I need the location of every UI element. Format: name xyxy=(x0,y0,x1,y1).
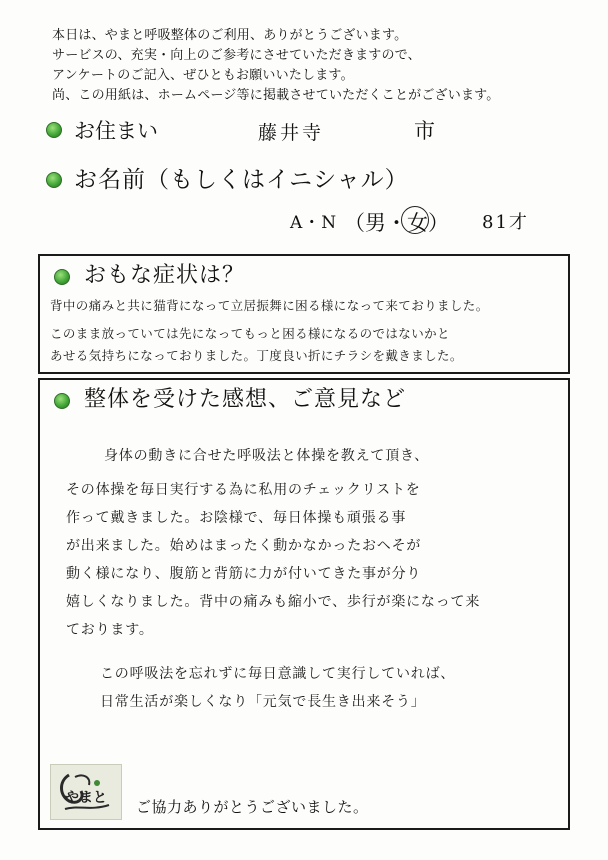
female-circle-mark xyxy=(401,206,429,234)
impressions-line: 作って戴きました。お陰様で、毎日体操も頑張る事 xyxy=(66,510,407,526)
yamato-logo xyxy=(50,764,122,820)
respondent-age: 81才 xyxy=(482,212,529,233)
logo-text: やまと xyxy=(65,790,107,806)
address-label: お住まい xyxy=(74,119,158,143)
symptoms-heading: おもな症状は？ xyxy=(84,263,246,288)
address-city: 藤井寺 xyxy=(258,122,325,144)
impressions-line: その体操を毎日実行する為に私用のチェックリストを xyxy=(66,482,421,498)
green-bullet-icon xyxy=(54,269,70,285)
address-row xyxy=(46,116,556,148)
name-row xyxy=(46,164,556,196)
intro-line: サービスの、充実・向上のご参考にさせていただきますので、 xyxy=(52,48,421,63)
symptoms-line: このまま放っていては先になってもっと困る様になるのではないかと xyxy=(50,326,450,341)
symptoms-line: 背中の痛みと共に猫背になって立居振舞に困る様になって来ておりました。 xyxy=(50,298,489,313)
gender-choice: （男・女） xyxy=(344,211,449,235)
address-city-suffix: 市 xyxy=(414,119,435,143)
impressions-line: この呼吸法を忘れずに毎日意識して実行していれば、 xyxy=(100,666,456,682)
green-bullet-icon xyxy=(46,172,62,188)
intro-text xyxy=(52,26,592,106)
respondent-info xyxy=(290,206,560,242)
impressions-line: ております。 xyxy=(66,622,154,638)
symptoms-box xyxy=(38,254,570,374)
impressions-line: 動く様になり、腹筋と背筋に力が付いてきた事が分り xyxy=(66,566,422,582)
name-label: お名前（もしくはイニシャル） xyxy=(74,167,409,193)
green-bullet-icon xyxy=(54,393,70,409)
green-bullet-icon xyxy=(46,122,62,138)
impressions-box xyxy=(38,378,570,830)
impressions-line: 身体の動きに合せた呼吸法と体操を教えて頂き、 xyxy=(104,448,430,464)
impressions-line: 日常生活が楽しくなり「元気で長生き出来そう」 xyxy=(100,694,426,710)
symptoms-line: あせる気持ちになっておりました。丁度良い折にチラシを戴きました。 xyxy=(50,348,463,363)
thanks-text: ご協力ありがとうございました。 xyxy=(136,798,369,816)
intro-line: アンケートのご記入、ぜひともお願いいたします。 xyxy=(52,68,354,83)
intro-line: 尚、この用紙は、ホームページ等に掲載させていただくことがございます。 xyxy=(52,88,500,103)
impressions-line: が出来ました。始めはまったく動かなかったおヘそが xyxy=(66,538,422,554)
respondent-initials: A・N xyxy=(290,213,338,233)
impressions-line: 嬉しくなりました。背中の痛みも縮小で、歩行が楽になって来 xyxy=(66,594,481,610)
intro-line: 本日は、やまと呼吸整体のご利用、ありがとうございます。 xyxy=(52,28,408,43)
impressions-heading: 整体を受けた感想、ご意見など xyxy=(84,387,407,412)
